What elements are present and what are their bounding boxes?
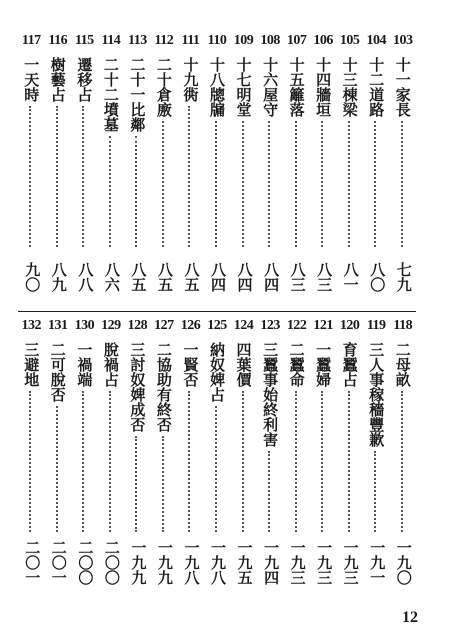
entry-number: 104: [366, 33, 386, 48]
toc-entry: [205, 33, 229, 303]
entry-title: 一禍端: [75, 342, 94, 387]
toc-entry: [46, 33, 70, 303]
dot-leader: [321, 391, 323, 532]
dot-leader: [135, 136, 137, 247]
entry-page: 八三: [315, 262, 334, 292]
entry-title: 脫禍占: [101, 342, 120, 387]
entry-number: 127: [154, 318, 174, 333]
entry-number: 110: [207, 33, 227, 48]
toc-entry: [311, 33, 335, 303]
dot-leader: [135, 436, 137, 532]
entry-title: 十一家長: [393, 57, 412, 117]
entry-page: 一九八: [182, 539, 201, 585]
entry-title: 十五籬落: [287, 57, 306, 117]
entry-number: 126: [180, 318, 201, 333]
entry-title: 十四牆垣: [314, 57, 333, 117]
dot-leader: [109, 136, 111, 247]
toc-entry: [19, 33, 43, 303]
toc-entry: [72, 33, 96, 303]
dot-leader: [242, 391, 244, 532]
entry-title: 樹藝占: [48, 57, 67, 102]
dot-leader: [401, 121, 403, 247]
dot-leader: [348, 391, 350, 532]
toc-entry: [125, 318, 149, 588]
entry-number: 106: [313, 33, 333, 48]
entry-page: 一九〇: [394, 539, 413, 585]
dot-leader: [268, 121, 270, 247]
contents-section-bottom: [18, 318, 416, 588]
toc-entry: [285, 33, 309, 303]
entry-number: 129: [101, 318, 121, 333]
entry-page: 一九一: [368, 539, 387, 585]
entry-title: 十六屋守: [261, 57, 280, 117]
entry-title: 十七明堂: [234, 57, 253, 117]
toc-entry: [391, 33, 415, 303]
toc-entry: [285, 318, 309, 588]
entry-page: 二〇一: [23, 539, 42, 585]
dot-leader: [295, 391, 297, 532]
entry-number: 105: [339, 33, 360, 48]
toc-entry: [232, 318, 256, 588]
entry-title: 十九衖: [181, 57, 200, 102]
entry-page: 八五: [155, 262, 174, 292]
contents-section-top: [18, 33, 416, 303]
entry-page: 九〇: [23, 262, 42, 292]
entry-title: 四葉價: [234, 342, 253, 387]
entry-title: 三人事稼穡豐歉: [367, 342, 386, 447]
dot-leader: [29, 106, 31, 247]
dot-leader: [29, 391, 31, 532]
toc-entry: [152, 318, 176, 588]
entry-page: 一九三: [315, 539, 334, 585]
entry-number: 103: [392, 33, 413, 48]
entry-title: 一天時: [22, 57, 41, 102]
entry-number: 121: [313, 318, 333, 333]
dot-leader: [242, 121, 244, 247]
page-number: 12: [402, 609, 418, 626]
entry-number: 117: [21, 33, 41, 48]
dot-leader: [188, 106, 190, 247]
entry-page: 一九四: [262, 539, 281, 585]
entry-title: 納奴婢占: [208, 342, 226, 402]
entry-page: 八四: [235, 262, 254, 292]
entry-page: 八五: [129, 262, 148, 292]
entry-number: 132: [21, 318, 42, 333]
dot-leader: [109, 391, 111, 532]
toc-entry: [205, 318, 229, 588]
toc-entry: [364, 318, 388, 588]
toc-entry: [338, 33, 362, 303]
entry-title: 三討奴婢成否: [128, 342, 147, 432]
entry-page: 一九八: [209, 539, 227, 585]
entry-title: 三蠶事始終利害: [261, 342, 280, 447]
entry-number: 118: [393, 318, 413, 333]
entry-number: 122: [286, 318, 307, 333]
toc-entry: [125, 33, 149, 303]
entry-title: 一蠶婦: [314, 342, 333, 387]
dot-leader: [374, 451, 376, 532]
entry-page: 一九九: [129, 539, 148, 585]
toc-entry: [178, 318, 202, 588]
dot-leader: [162, 436, 164, 532]
dot-leader: [56, 106, 58, 247]
entry-page: 一九五: [235, 539, 254, 585]
entry-number: 119: [366, 318, 386, 333]
entry-page: 二〇一: [49, 539, 68, 585]
entry-title: 三避地: [22, 342, 41, 387]
dot-leader: [162, 121, 164, 247]
toc-entry: [364, 33, 388, 303]
entry-title: 二十倉廒: [154, 57, 173, 117]
dot-leader: [348, 121, 350, 247]
toc-entry: [152, 33, 176, 303]
entry-page: 八三: [288, 262, 307, 292]
toc-entry: [72, 318, 96, 588]
entry-title: 遷移占: [75, 57, 94, 102]
dot-leader: [215, 121, 217, 247]
dot-leader: [56, 406, 58, 532]
entry-title: 二協助有終否: [154, 342, 173, 432]
entry-page: 八四: [209, 262, 227, 292]
entry-page: 八〇: [368, 262, 387, 292]
entry-page: 八八: [76, 262, 95, 292]
entry-title: 二可脫否: [48, 342, 67, 402]
entry-page: 八九: [49, 262, 68, 292]
entry-title: 二十二墳墓: [101, 57, 120, 132]
entry-number: 107: [286, 33, 307, 48]
dot-leader: [268, 451, 270, 532]
dot-leader: [82, 106, 84, 247]
entry-page: 二〇〇: [76, 539, 95, 585]
entry-title: 二蠶命: [287, 342, 306, 387]
entry-number: 113: [128, 33, 147, 48]
entry-number: 116: [48, 33, 68, 48]
toc-entry: [391, 318, 415, 588]
entry-page: 八五: [182, 262, 201, 292]
toc-entry: [178, 33, 202, 303]
entry-number: 130: [74, 318, 95, 333]
entry-page: 八四: [262, 262, 281, 292]
entry-title: 二母畝: [393, 342, 412, 387]
entry-title: 十二道路: [367, 57, 386, 117]
entry-title: 育蠶占: [340, 342, 359, 387]
entry-number: 112: [154, 33, 174, 48]
dot-leader: [295, 121, 297, 247]
dot-leader: [82, 391, 84, 532]
entry-number: 123: [260, 318, 280, 333]
entry-number: 115: [74, 33, 94, 48]
entry-title: 十三棟梁: [340, 57, 359, 117]
toc-entry: [46, 318, 70, 588]
entry-page: 七九: [394, 262, 413, 292]
dot-leader: [215, 406, 217, 532]
toc-entry: [258, 318, 282, 588]
entry-number: 120: [339, 318, 360, 333]
toc-entry: [99, 33, 123, 303]
entry-number: 114: [101, 33, 121, 48]
entry-number: 111: [181, 33, 200, 48]
dot-leader: [374, 121, 376, 247]
entry-title: 二十一比鄰: [128, 57, 147, 132]
entry-page: 一九九: [155, 539, 174, 585]
entry-page: 一九三: [341, 539, 360, 585]
entry-number: 131: [48, 318, 68, 333]
entry-number: 109: [233, 33, 254, 48]
toc-entry: [311, 318, 335, 588]
entry-title: 一賢否: [181, 342, 200, 387]
entry-page: 八一: [341, 262, 360, 292]
entry-number: 125: [207, 318, 227, 333]
toc-entry: [99, 318, 123, 588]
toc-entry: [338, 318, 362, 588]
section-divider: [18, 311, 416, 312]
entry-page: 一九三: [288, 539, 307, 585]
dot-leader: [401, 391, 403, 532]
entry-title: 十八牕牖: [208, 57, 226, 117]
entry-page: 八六: [102, 262, 121, 292]
dot-leader: [321, 121, 323, 247]
toc-entry: [19, 318, 43, 588]
entry-number: 128: [127, 318, 148, 333]
entry-number: 108: [260, 33, 280, 48]
toc-entry: [258, 33, 282, 303]
dot-leader: [188, 391, 190, 532]
entry-number: 124: [233, 318, 254, 333]
entry-page: 二〇〇: [102, 539, 121, 585]
toc-entry: [232, 33, 256, 303]
